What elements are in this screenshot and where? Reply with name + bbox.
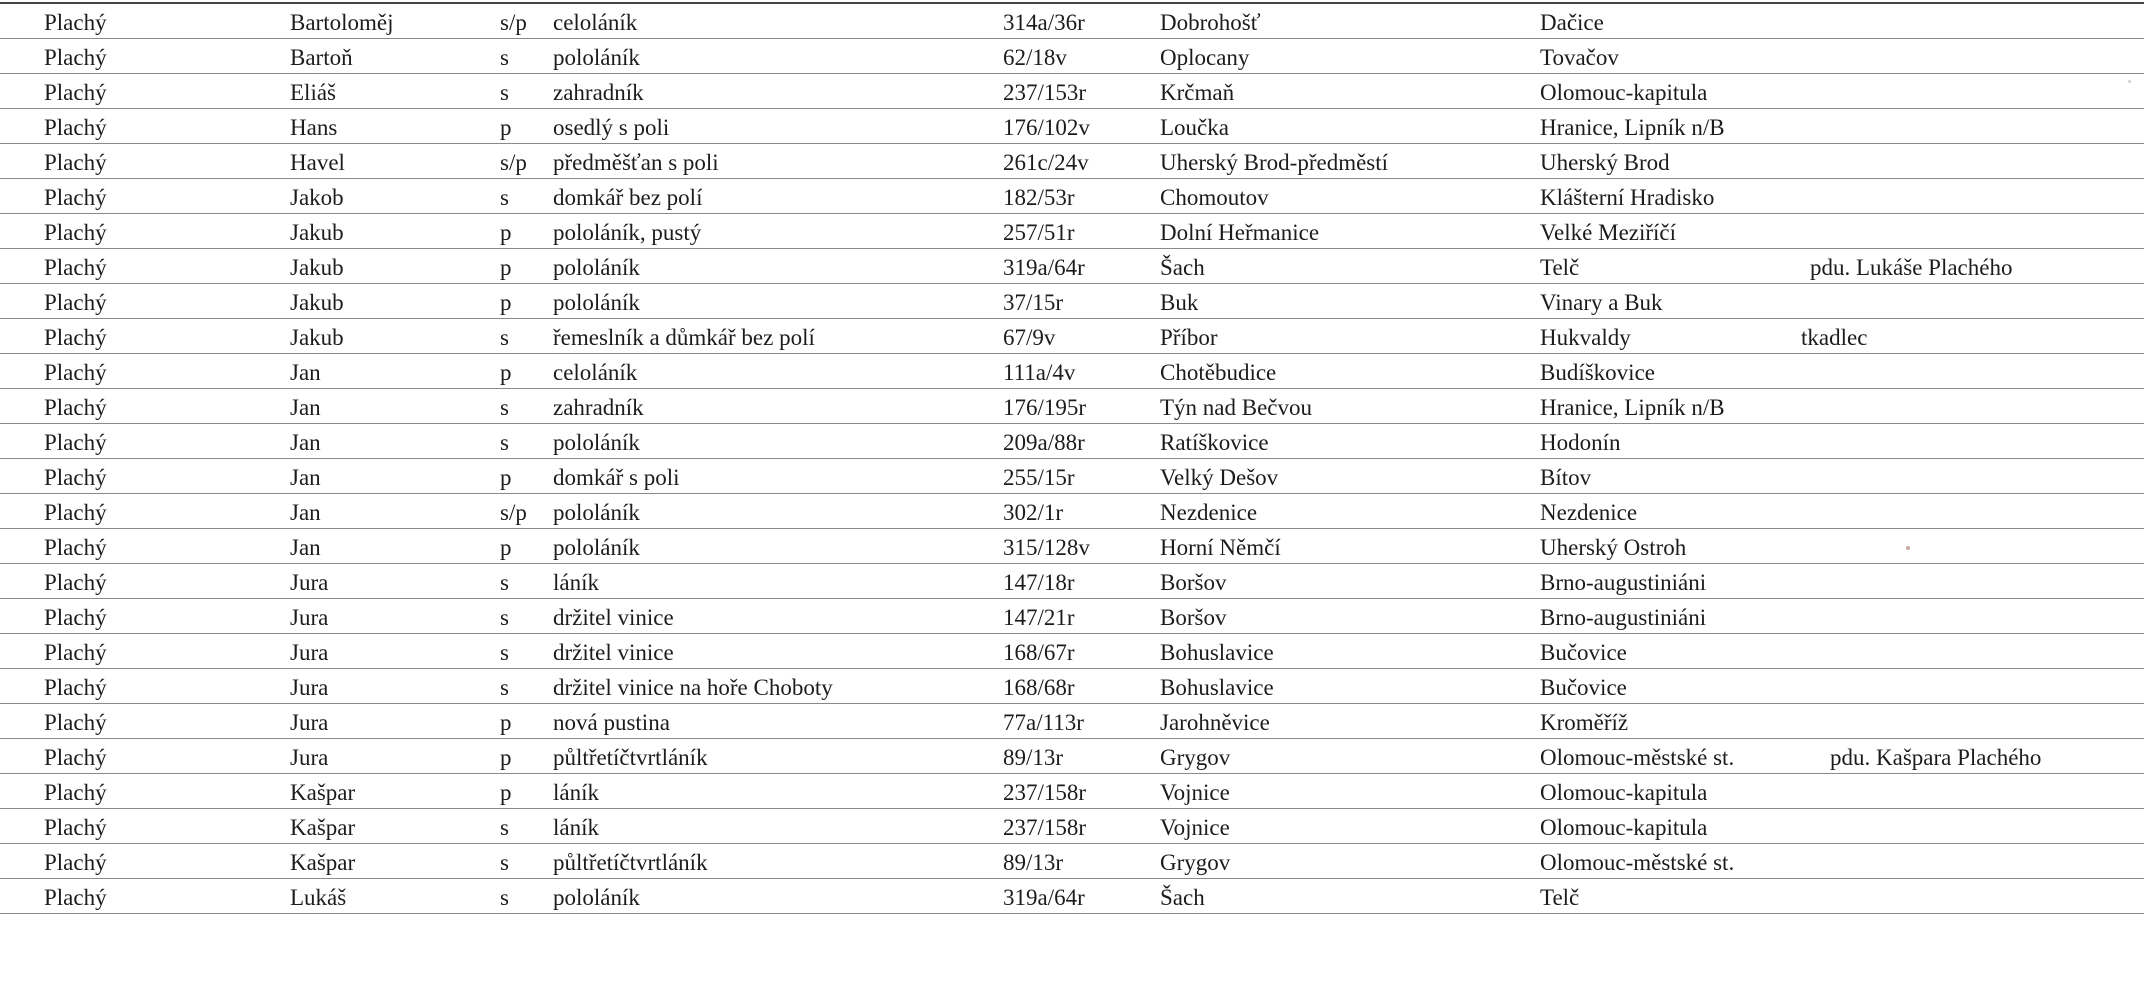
surname-cell: Plachý: [44, 815, 107, 840]
surname-cell: Plachý: [44, 465, 107, 490]
folio-cell: 147/18r: [1003, 570, 1075, 595]
estate-cell: Hranice, Lipník n/B: [1540, 395, 1725, 420]
folio-cell: 168/67r: [1003, 640, 1075, 665]
village-cell: Dobrohošť: [1160, 10, 1261, 35]
note-cell: tkadlec: [1801, 325, 1868, 350]
status-cell: p: [500, 710, 512, 735]
table-row: [0, 844, 2144, 879]
folio-cell: 77a/113r: [1003, 710, 1084, 735]
folio-cell: 255/15r: [1003, 465, 1075, 490]
given-name-cell: Jura: [290, 605, 329, 630]
village-cell: Šach: [1160, 255, 1205, 280]
folio-cell: 315/128v: [1003, 535, 1090, 560]
surname-cell: Plachý: [44, 885, 107, 910]
surname-cell: Plachý: [44, 325, 107, 350]
records-table: [0, 4, 2144, 914]
given-name-cell: Jakub: [290, 290, 344, 315]
surname-cell: Plachý: [44, 605, 107, 630]
estate-cell: Budíškovice: [1540, 360, 1655, 385]
surname-cell: Plachý: [44, 150, 107, 175]
status-cell: s: [500, 430, 509, 455]
given-name-cell: Jakub: [290, 325, 344, 350]
given-name-cell: Kašpar: [290, 780, 356, 805]
table-row: [0, 669, 2144, 704]
folio-cell: 62/18v: [1003, 45, 1067, 70]
folio-cell: 209a/88r: [1003, 430, 1085, 455]
estate-cell: Uherský Brod: [1540, 150, 1670, 175]
estate-cell: Olomouc-městské st.: [1540, 850, 1735, 875]
surname-cell: Plachý: [44, 710, 107, 735]
surname-cell: Plachý: [44, 500, 107, 525]
table-row: [0, 109, 2144, 144]
occupation-cell: domkář bez polí: [553, 185, 703, 210]
village-cell: Vojnice: [1160, 815, 1230, 840]
estate-cell: Olomouc-kapitula: [1540, 815, 1708, 840]
folio-cell: 182/53r: [1003, 185, 1075, 210]
status-cell: p: [500, 115, 512, 140]
folio-cell: 237/153r: [1003, 80, 1087, 105]
surname-cell: Plachý: [44, 850, 107, 875]
estate-cell: Hukvaldy: [1540, 325, 1631, 350]
given-name-cell: Lukáš: [290, 885, 347, 910]
table-row: [0, 249, 2144, 284]
folio-cell: 319a/64r: [1003, 885, 1085, 910]
note-cell: pdu. Kašpara Plachého: [1830, 745, 2042, 770]
given-name-cell: Jan: [290, 500, 321, 525]
occupation-cell: pololáník: [553, 45, 640, 70]
given-name-cell: Jan: [290, 360, 321, 385]
folio-cell: 111a/4v: [1003, 360, 1076, 385]
village-cell: Uherský Brod-předměstí: [1160, 150, 1389, 175]
table-row: [0, 389, 2144, 424]
status-cell: p: [500, 535, 512, 560]
given-name-cell: Havel: [290, 150, 345, 175]
estate-cell: Velké Meziříčí: [1540, 220, 1677, 245]
given-name-cell: Kašpar: [290, 815, 356, 840]
folio-cell: 302/1r: [1003, 500, 1064, 525]
village-cell: Příbor: [1160, 325, 1218, 350]
table-row: [0, 529, 2144, 564]
surname-cell: Plachý: [44, 360, 107, 385]
folio-cell: 89/13r: [1003, 745, 1064, 770]
scan-speck: [1906, 546, 1910, 550]
folio-cell: 89/13r: [1003, 850, 1064, 875]
status-cell: s: [500, 80, 509, 105]
table-row: [0, 739, 2144, 774]
folio-cell: 237/158r: [1003, 780, 1087, 805]
status-cell: p: [500, 255, 512, 280]
estate-cell: Telč: [1540, 255, 1580, 280]
village-cell: Krčmaň: [1160, 80, 1235, 105]
occupation-cell: pololáník: [553, 290, 640, 315]
folio-cell: 147/21r: [1003, 605, 1075, 630]
status-cell: s/p: [500, 150, 527, 175]
village-cell: Loučka: [1160, 115, 1229, 140]
table-row: [0, 144, 2144, 179]
estate-cell: Nezdenice: [1540, 500, 1638, 525]
table-row: [0, 564, 2144, 599]
surname-cell: Plachý: [44, 640, 107, 665]
estate-cell: Brno-augustiniáni: [1540, 570, 1707, 595]
status-cell: p: [500, 290, 512, 315]
given-name-cell: Jakub: [290, 255, 344, 280]
village-cell: Grygov: [1160, 850, 1231, 875]
given-name-cell: Eliáš: [290, 80, 336, 105]
folio-cell: 319a/64r: [1003, 255, 1085, 280]
estate-cell: Bučovice: [1540, 640, 1627, 665]
village-cell: Chotěbudice: [1160, 360, 1277, 385]
surname-cell: Plachý: [44, 675, 107, 700]
note-cell: pdu. Lukáše Plachého: [1810, 255, 2013, 280]
given-name-cell: Jan: [290, 535, 321, 560]
given-name-cell: Jan: [290, 395, 321, 420]
village-cell: Týn nad Bečvou: [1160, 395, 1313, 420]
table-row: [0, 74, 2144, 109]
village-cell: Boršov: [1160, 570, 1227, 595]
village-cell: Vojnice: [1160, 780, 1230, 805]
occupation-cell: domkář s poli: [553, 465, 680, 490]
table-row: [0, 879, 2144, 914]
status-cell: p: [500, 780, 512, 805]
estate-cell: Kroměříž: [1540, 710, 1629, 735]
folio-cell: 176/195r: [1003, 395, 1087, 420]
status-cell: p: [500, 360, 512, 385]
village-cell: Jarohněvice: [1160, 710, 1270, 735]
estate-cell: Tovačov: [1540, 45, 1619, 70]
folio-cell: 168/68r: [1003, 675, 1075, 700]
village-cell: Horní Němčí: [1160, 535, 1281, 560]
village-cell: Dolní Heřmanice: [1160, 220, 1320, 245]
estate-cell: Hodonín: [1540, 430, 1621, 455]
occupation-cell: předměšťan s poli: [553, 150, 719, 175]
status-cell: s: [500, 885, 509, 910]
given-name-cell: Jura: [290, 640, 329, 665]
table-row: [0, 599, 2144, 634]
estate-cell: Olomouc-městské st.: [1540, 745, 1735, 770]
surname-cell: Plachý: [44, 255, 107, 280]
status-cell: s: [500, 395, 509, 420]
estate-cell: Klášterní Hradisko: [1540, 185, 1715, 210]
occupation-cell: celoláník: [553, 10, 638, 35]
scan-speck-edge: [2128, 80, 2131, 83]
village-cell: Chomoutov: [1160, 185, 1269, 210]
occupation-cell: držitel vinice: [553, 605, 674, 630]
estate-cell: Hranice, Lipník n/B: [1540, 115, 1725, 140]
surname-cell: Plachý: [44, 115, 107, 140]
estate-cell: Vinary a Buk: [1540, 290, 1663, 315]
status-cell: s: [500, 45, 509, 70]
occupation-cell: zahradník: [553, 80, 644, 105]
village-cell: Nezdenice: [1160, 500, 1258, 525]
table-row: [0, 494, 2144, 529]
given-name-cell: Jura: [290, 710, 329, 735]
folio-cell: 176/102v: [1003, 115, 1090, 140]
surname-cell: Plachý: [44, 80, 107, 105]
table-row: [0, 634, 2144, 669]
occupation-cell: zahradník: [553, 395, 644, 420]
occupation-cell: osedlý s poli: [553, 115, 670, 140]
table-row: [0, 459, 2144, 494]
occupation-cell: pololáník, pustý: [553, 220, 702, 245]
status-cell: s/p: [500, 500, 527, 525]
village-cell: Oplocany: [1160, 45, 1250, 70]
table-row: [0, 354, 2144, 389]
occupation-cell: láník: [553, 570, 599, 595]
folio-cell: 67/9v: [1003, 325, 1056, 350]
occupation-cell: pololáník: [553, 430, 640, 455]
status-cell: s: [500, 815, 509, 840]
village-cell: Grygov: [1160, 745, 1231, 770]
estate-cell: Uherský Ostroh: [1540, 535, 1687, 560]
given-name-cell: Jura: [290, 570, 329, 595]
surname-cell: Plachý: [44, 185, 107, 210]
status-cell: s: [500, 605, 509, 630]
status-cell: p: [500, 465, 512, 490]
status-cell: s: [500, 675, 509, 700]
given-name-cell: Kašpar: [290, 850, 356, 875]
folio-cell: 237/158r: [1003, 815, 1087, 840]
village-cell: Šach: [1160, 885, 1205, 910]
surname-cell: Plachý: [44, 45, 107, 70]
given-name-cell: Bartoň: [290, 45, 353, 70]
village-cell: Velký Dešov: [1160, 465, 1279, 490]
occupation-cell: držitel vinice na hoře Choboty: [553, 675, 833, 700]
surname-cell: Plachý: [44, 10, 107, 35]
surname-cell: Plachý: [44, 780, 107, 805]
folio-cell: 37/15r: [1003, 290, 1064, 315]
occupation-cell: láník: [553, 780, 599, 805]
estate-cell: Bučovice: [1540, 675, 1627, 700]
given-name-cell: Jura: [290, 675, 329, 700]
table-row: [0, 4, 2144, 39]
given-name-cell: Jura: [290, 745, 329, 770]
table-row: [0, 39, 2144, 74]
given-name-cell: Hans: [290, 115, 338, 140]
given-name-cell: Jakob: [290, 185, 344, 210]
village-cell: Ratíškovice: [1160, 430, 1269, 455]
surname-cell: Plachý: [44, 220, 107, 245]
surname-cell: Plachý: [44, 745, 107, 770]
village-cell: Bohuslavice: [1160, 640, 1274, 665]
surname-cell: Plachý: [44, 430, 107, 455]
given-name-cell: Bartoloměj: [290, 10, 394, 35]
village-cell: Boršov: [1160, 605, 1227, 630]
occupation-cell: pololáník: [553, 535, 640, 560]
table-row: [0, 284, 2144, 319]
occupation-cell: pololáník: [553, 500, 640, 525]
table-row: [0, 809, 2144, 844]
occupation-cell: láník: [553, 815, 599, 840]
estate-cell: Dačice: [1540, 10, 1604, 35]
occupation-cell: pololáník: [553, 255, 640, 280]
status-cell: s: [500, 850, 509, 875]
status-cell: s: [500, 325, 509, 350]
status-cell: s/p: [500, 10, 527, 35]
table-row: [0, 179, 2144, 214]
folio-cell: 314a/36r: [1003, 10, 1085, 35]
surname-cell: Plachý: [44, 535, 107, 560]
status-cell: p: [500, 220, 512, 245]
estate-cell: Bítov: [1540, 465, 1592, 490]
village-cell: Buk: [1160, 290, 1199, 315]
table-row: [0, 424, 2144, 459]
table-row: [0, 214, 2144, 249]
folio-cell: 257/51r: [1003, 220, 1075, 245]
surname-cell: Plachý: [44, 290, 107, 315]
village-cell: Bohuslavice: [1160, 675, 1274, 700]
estate-cell: Telč: [1540, 885, 1580, 910]
occupation-cell: nová pustina: [553, 710, 670, 735]
given-name-cell: Jan: [290, 430, 321, 455]
occupation-cell: držitel vinice: [553, 640, 674, 665]
table-row: [0, 704, 2144, 739]
table-row: [0, 319, 2144, 354]
occupation-cell: půltřetíčtvrtláník: [553, 745, 708, 770]
status-cell: s: [500, 640, 509, 665]
given-name-cell: Jakub: [290, 220, 344, 245]
surname-cell: Plachý: [44, 570, 107, 595]
status-cell: p: [500, 745, 512, 770]
estate-cell: Olomouc-kapitula: [1540, 780, 1708, 805]
status-cell: s: [500, 185, 509, 210]
occupation-cell: pololáník: [553, 885, 640, 910]
status-cell: s: [500, 570, 509, 595]
occupation-cell: půltřetíčtvrtláník: [553, 850, 708, 875]
estate-cell: Olomouc-kapitula: [1540, 80, 1708, 105]
given-name-cell: Jan: [290, 465, 321, 490]
occupation-cell: řemeslník a důmkář bez polí: [553, 325, 815, 350]
surname-cell: Plachý: [44, 395, 107, 420]
folio-cell: 261c/24v: [1003, 150, 1089, 175]
estate-cell: Brno-augustiniáni: [1540, 605, 1707, 630]
table-row: [0, 774, 2144, 809]
occupation-cell: celoláník: [553, 360, 638, 385]
